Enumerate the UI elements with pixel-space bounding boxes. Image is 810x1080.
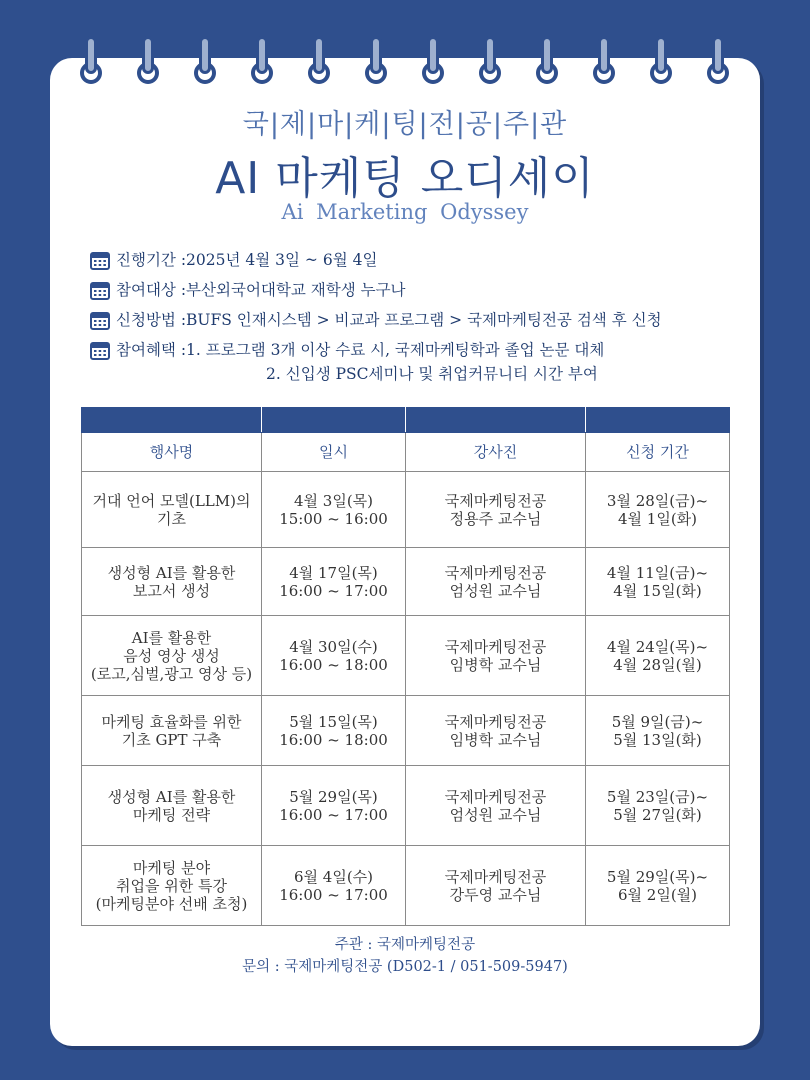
info-row-target	[90, 278, 750, 308]
cell-line: 국제마케팅전공	[444, 637, 547, 656]
calendar-icon	[90, 310, 110, 330]
cell-line: 4월 28일(월)	[613, 655, 702, 674]
cell-line: 4월 3일(목)	[293, 491, 374, 510]
table-cell-period	[586, 766, 730, 846]
table-cell-name	[82, 696, 262, 766]
cell-line: 5월 9일(금)~	[611, 712, 704, 731]
cell-line: 거대 언어 모델(LLM)의	[92, 491, 251, 510]
cell-line: 보고서 생성	[132, 581, 211, 600]
binding-ring	[137, 36, 159, 84]
info-label: 신청방법 :	[116, 311, 187, 329]
cell-line: 기초	[157, 509, 186, 528]
cell-line: 엄성원 교수님	[449, 581, 542, 600]
table-cell-date	[262, 846, 406, 926]
info-label: 참여혜택 :	[116, 341, 187, 359]
table-cell-lecturer	[406, 548, 586, 616]
page-title-english: Ai Marketing Odyssey	[281, 200, 529, 224]
binding-ring	[479, 36, 501, 84]
calendar-icon	[90, 250, 110, 270]
table-cell-period	[586, 846, 730, 926]
cell-line: 16:00 ~ 17:00	[279, 581, 388, 600]
footer	[0, 934, 810, 978]
cell-line: 4월 11일(금)~	[606, 563, 709, 582]
cell-line: 기초 GPT 구축	[121, 730, 222, 749]
info-value: BUFS 인재시스템 > 비교과 프로그램 > 국제마케팅전공 검색 후 신청	[186, 311, 662, 329]
cell-line: 4월 30일(수)	[289, 637, 378, 656]
benefit-line-1: 1. 프로그램 3개 이상 수료 시, 국제마케팅학과 졸업 논문 대체	[186, 341, 605, 359]
host-text: 주관 : 국제마케팅전공	[334, 937, 476, 953]
table-band	[82, 408, 730, 433]
cell-line: 5월 29일(목)	[289, 787, 378, 806]
table-cell-lecturer	[406, 696, 586, 766]
binding-ring	[251, 36, 273, 84]
cell-line: 5월 27일(화)	[613, 805, 702, 824]
cell-line: 6월 4일(수)	[293, 867, 374, 886]
cell-line: 5월 15일(목)	[289, 712, 378, 731]
table-cell-lecturer	[406, 766, 586, 846]
cell-line: 생성형 AI를 활용한	[107, 787, 236, 806]
cell-line: 6월 2일(월)	[617, 885, 698, 904]
cell-line: 정용주 교수님	[449, 509, 542, 528]
binding-ring	[593, 36, 615, 84]
cell-line: 강두영 교수님	[449, 885, 542, 904]
table-cell-date	[262, 766, 406, 846]
cell-line: 마케팅 효율화를 위한	[101, 712, 242, 731]
cell-line: 5월 13일(화)	[613, 730, 702, 749]
cell-line: 임병학 교수님	[449, 730, 542, 749]
info-value	[186, 338, 604, 386]
table-cell-period	[586, 616, 730, 696]
binding-ring	[308, 36, 330, 84]
table-row	[82, 616, 730, 696]
cell-line: 16:00 ~ 18:00	[279, 655, 388, 674]
contact-text: 문의 : 국제마케팅전공 (D502-1 / 051-509-5947)	[242, 959, 568, 975]
cell-line: 16:00 ~ 17:00	[279, 885, 388, 904]
info-label: 진행기간 :	[116, 251, 187, 269]
table-row	[82, 696, 730, 766]
table-cell-date	[262, 548, 406, 616]
binding-ring	[422, 36, 444, 84]
table-cell-date	[262, 696, 406, 766]
calendar-icon	[90, 340, 110, 360]
table-header-row	[82, 433, 730, 472]
cell-line: 16:00 ~ 18:00	[279, 730, 388, 749]
cell-line: 엄성원 교수님	[449, 805, 542, 824]
table-cell-name	[82, 766, 262, 846]
cell-line: 마케팅 전략	[132, 805, 211, 824]
column-header: 강사진	[406, 433, 586, 472]
cell-line: 국제마케팅전공	[444, 787, 547, 806]
table-cell-lecturer	[406, 616, 586, 696]
binding-ring	[650, 36, 672, 84]
cell-line: (마케팅분야 선배 초청)	[95, 894, 248, 913]
table-cell-name	[82, 548, 262, 616]
cell-line: 4월 15일(화)	[613, 581, 702, 600]
spiral-binding	[0, 0, 810, 100]
table-row	[82, 766, 730, 846]
cell-line: 국제마케팅전공	[444, 712, 547, 731]
info-row-period	[90, 248, 750, 278]
schedule-table	[81, 407, 730, 926]
binding-ring	[194, 36, 216, 84]
cell-line: (로고,심벌,광고 영상 등)	[90, 664, 253, 683]
info-row-method	[90, 308, 750, 338]
column-header: 일시	[262, 433, 406, 472]
cell-line: 국제마케팅전공	[444, 867, 547, 886]
table-cell-name	[82, 472, 262, 548]
column-header: 신청 기간	[586, 433, 730, 472]
binding-ring	[365, 36, 387, 84]
table-cell-name	[82, 616, 262, 696]
table-cell-lecturer	[406, 846, 586, 926]
benefit-line-2: 2. 신입생 PSC세미나 및 취업커뮤니티 시간 부여	[266, 365, 598, 383]
cell-line: AI를 활용한	[131, 628, 212, 647]
cell-line: 국제마케팅전공	[444, 563, 547, 582]
info-row-benefit	[90, 338, 750, 386]
organizer-subtitle: 국|제|마|케|팅|전|공|주|관	[242, 109, 568, 140]
table-cell-date	[262, 472, 406, 548]
cell-line: 4월 17일(목)	[289, 563, 378, 582]
cell-line: 마케팅 분야	[132, 858, 211, 877]
table-cell-lecturer	[406, 472, 586, 548]
cell-line: 생성형 AI를 활용한	[107, 563, 236, 582]
column-header: 행사명	[82, 433, 262, 472]
cell-line: 3월 28일(금)~	[606, 491, 709, 510]
table-row	[82, 472, 730, 548]
page-title: AI 마케팅 오디세이	[215, 153, 595, 204]
binding-ring	[80, 36, 102, 84]
calendar-icon	[90, 280, 110, 300]
info-value: 2025년 4월 3일 ~ 6월 4일	[186, 251, 378, 269]
info-label: 참여대상 :	[116, 281, 187, 299]
cell-line: 음성 영상 생성	[123, 646, 220, 665]
table-cell-period	[586, 696, 730, 766]
cell-line: 15:00 ~ 16:00	[279, 509, 388, 528]
program-info	[90, 248, 750, 386]
cell-line: 16:00 ~ 17:00	[279, 805, 388, 824]
info-value: 부산외국어대학교 재학생 누구나	[186, 281, 406, 299]
cell-line: 5월 29일(목)~	[606, 867, 709, 886]
cell-line: 5월 23일(금)~	[606, 787, 709, 806]
binding-ring	[536, 36, 558, 84]
table-cell-period	[586, 548, 730, 616]
cell-line: 취업을 위한 특강	[116, 876, 227, 895]
cell-line: 4월 24일(목)~	[606, 637, 709, 656]
cell-line: 국제마케팅전공	[444, 491, 547, 510]
binding-ring	[707, 36, 729, 84]
table-cell-period	[586, 472, 730, 548]
table-cell-name	[82, 846, 262, 926]
table-cell-date	[262, 616, 406, 696]
table-row	[82, 846, 730, 926]
cell-line: 4월 1일(화)	[617, 509, 698, 528]
cell-line: 임병학 교수님	[449, 655, 542, 674]
table-row	[82, 548, 730, 616]
